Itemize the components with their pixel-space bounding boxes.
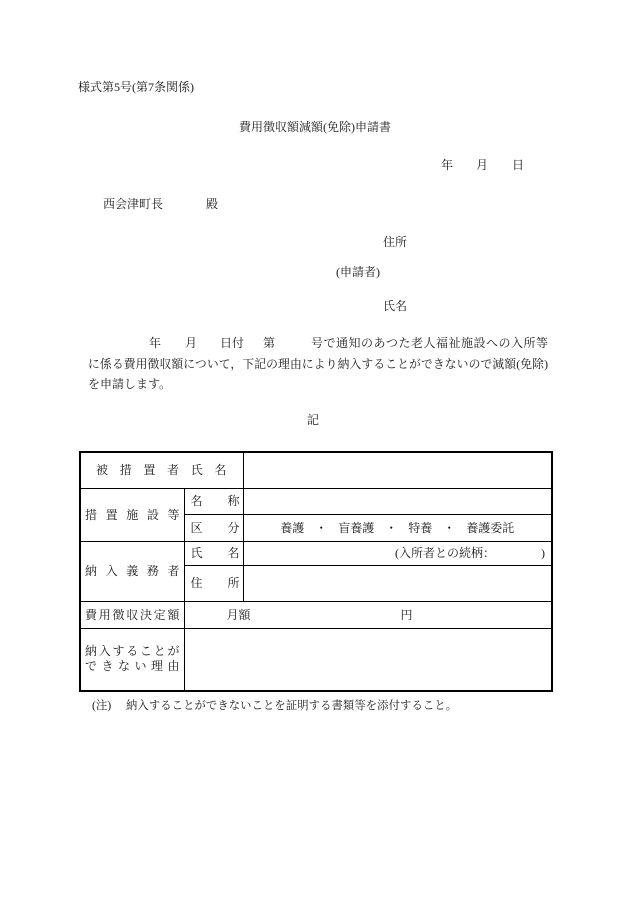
relationship-open: (入所者との続柄： (395, 546, 496, 560)
table-row-fee (80, 601, 552, 628)
application-table (79, 451, 553, 692)
category-separator: ・ (315, 520, 328, 535)
fee-label: 費用徴収決定額 (85, 607, 180, 622)
ki-heading: 記 (307, 413, 320, 427)
facility-label-cell (80, 488, 184, 541)
notice-day-label: 日付 (220, 336, 245, 350)
reason-label-cell (80, 628, 184, 691)
table-row-obligor-name (80, 541, 552, 565)
obligor-name-value-cell (243, 541, 552, 565)
table-row-facility-name (80, 488, 552, 514)
applicant-role-label: (申請者) (336, 265, 380, 279)
date-year-label: 年 (441, 158, 454, 172)
body-line-1: 号で通知のあつた老人福祉施設への入所等 (311, 336, 548, 350)
obligor-name-label-cell (184, 541, 243, 565)
notice-month-label: 月 (185, 336, 198, 350)
note-label: (注) (92, 700, 112, 712)
table-row-insured-name (80, 452, 552, 488)
reason-label-line-2: できない理由 (85, 659, 180, 674)
date-month-label: 月 (476, 158, 489, 172)
insured-name-value-cell (243, 452, 552, 488)
category-option: 養護 (280, 520, 305, 535)
applicant-name-label: 氏名 (383, 299, 408, 313)
obligor-name-label: 氏名 (190, 546, 240, 560)
obligor-label-cell (80, 541, 184, 601)
obligor-label: 納入義務者 (85, 564, 180, 578)
form-number: 様式第5号(第7条関係) (78, 80, 194, 94)
facility-label: 措置施設等 (85, 507, 180, 522)
relationship-close: ) (541, 546, 546, 560)
document-title: 費用徴収額減額(免除)申請書 (239, 120, 391, 134)
body-line-2: に係る費用徴収額について，下記の理由により納入することができないので減額(免除) (88, 357, 548, 371)
facility-category-label-cell (184, 514, 243, 541)
facility-name-label: 名称 (190, 494, 240, 508)
category-separator: ・ (443, 520, 456, 535)
fee-label-cell (80, 601, 184, 628)
table-row-reason (80, 628, 552, 691)
addressee-name: 西会津町長 (103, 197, 164, 211)
category-separator: ・ (385, 520, 398, 535)
facility-category-label: 区分 (190, 520, 240, 535)
obligor-address-label-cell (184, 565, 243, 601)
reason-label-line-1: 納入することが (85, 644, 180, 659)
category-option: 特養 (408, 520, 433, 535)
fee-currency-label: 円 (400, 607, 413, 622)
obligor-address-value-cell (243, 565, 552, 601)
body-line-3: を申請します。 (88, 377, 172, 391)
applicant-address-label: 住所 (383, 235, 408, 249)
fee-monthly-label: 月額 (226, 607, 251, 622)
facility-name-value-cell (243, 488, 552, 514)
insured-name-label: 被措置者氏名 (96, 463, 227, 478)
category-option: 盲養護 (338, 520, 375, 535)
date-day-label: 日 (512, 158, 525, 172)
category-option: 養護委託 (466, 520, 515, 535)
addressee-honorific: 殿 (206, 197, 219, 211)
facility-name-label-cell (184, 488, 243, 514)
insured-name-label-cell (80, 452, 243, 488)
notice-number-prefix: 第 (263, 336, 276, 350)
obligor-address-label: 住所 (190, 576, 240, 590)
notice-year-label: 年 (149, 336, 162, 350)
facility-category-options (243, 514, 552, 541)
fee-value-cell (184, 601, 552, 628)
note-text: 納入することができないことを証明する書類等を添付すること。 (126, 700, 457, 712)
reason-value-cell (184, 628, 552, 691)
